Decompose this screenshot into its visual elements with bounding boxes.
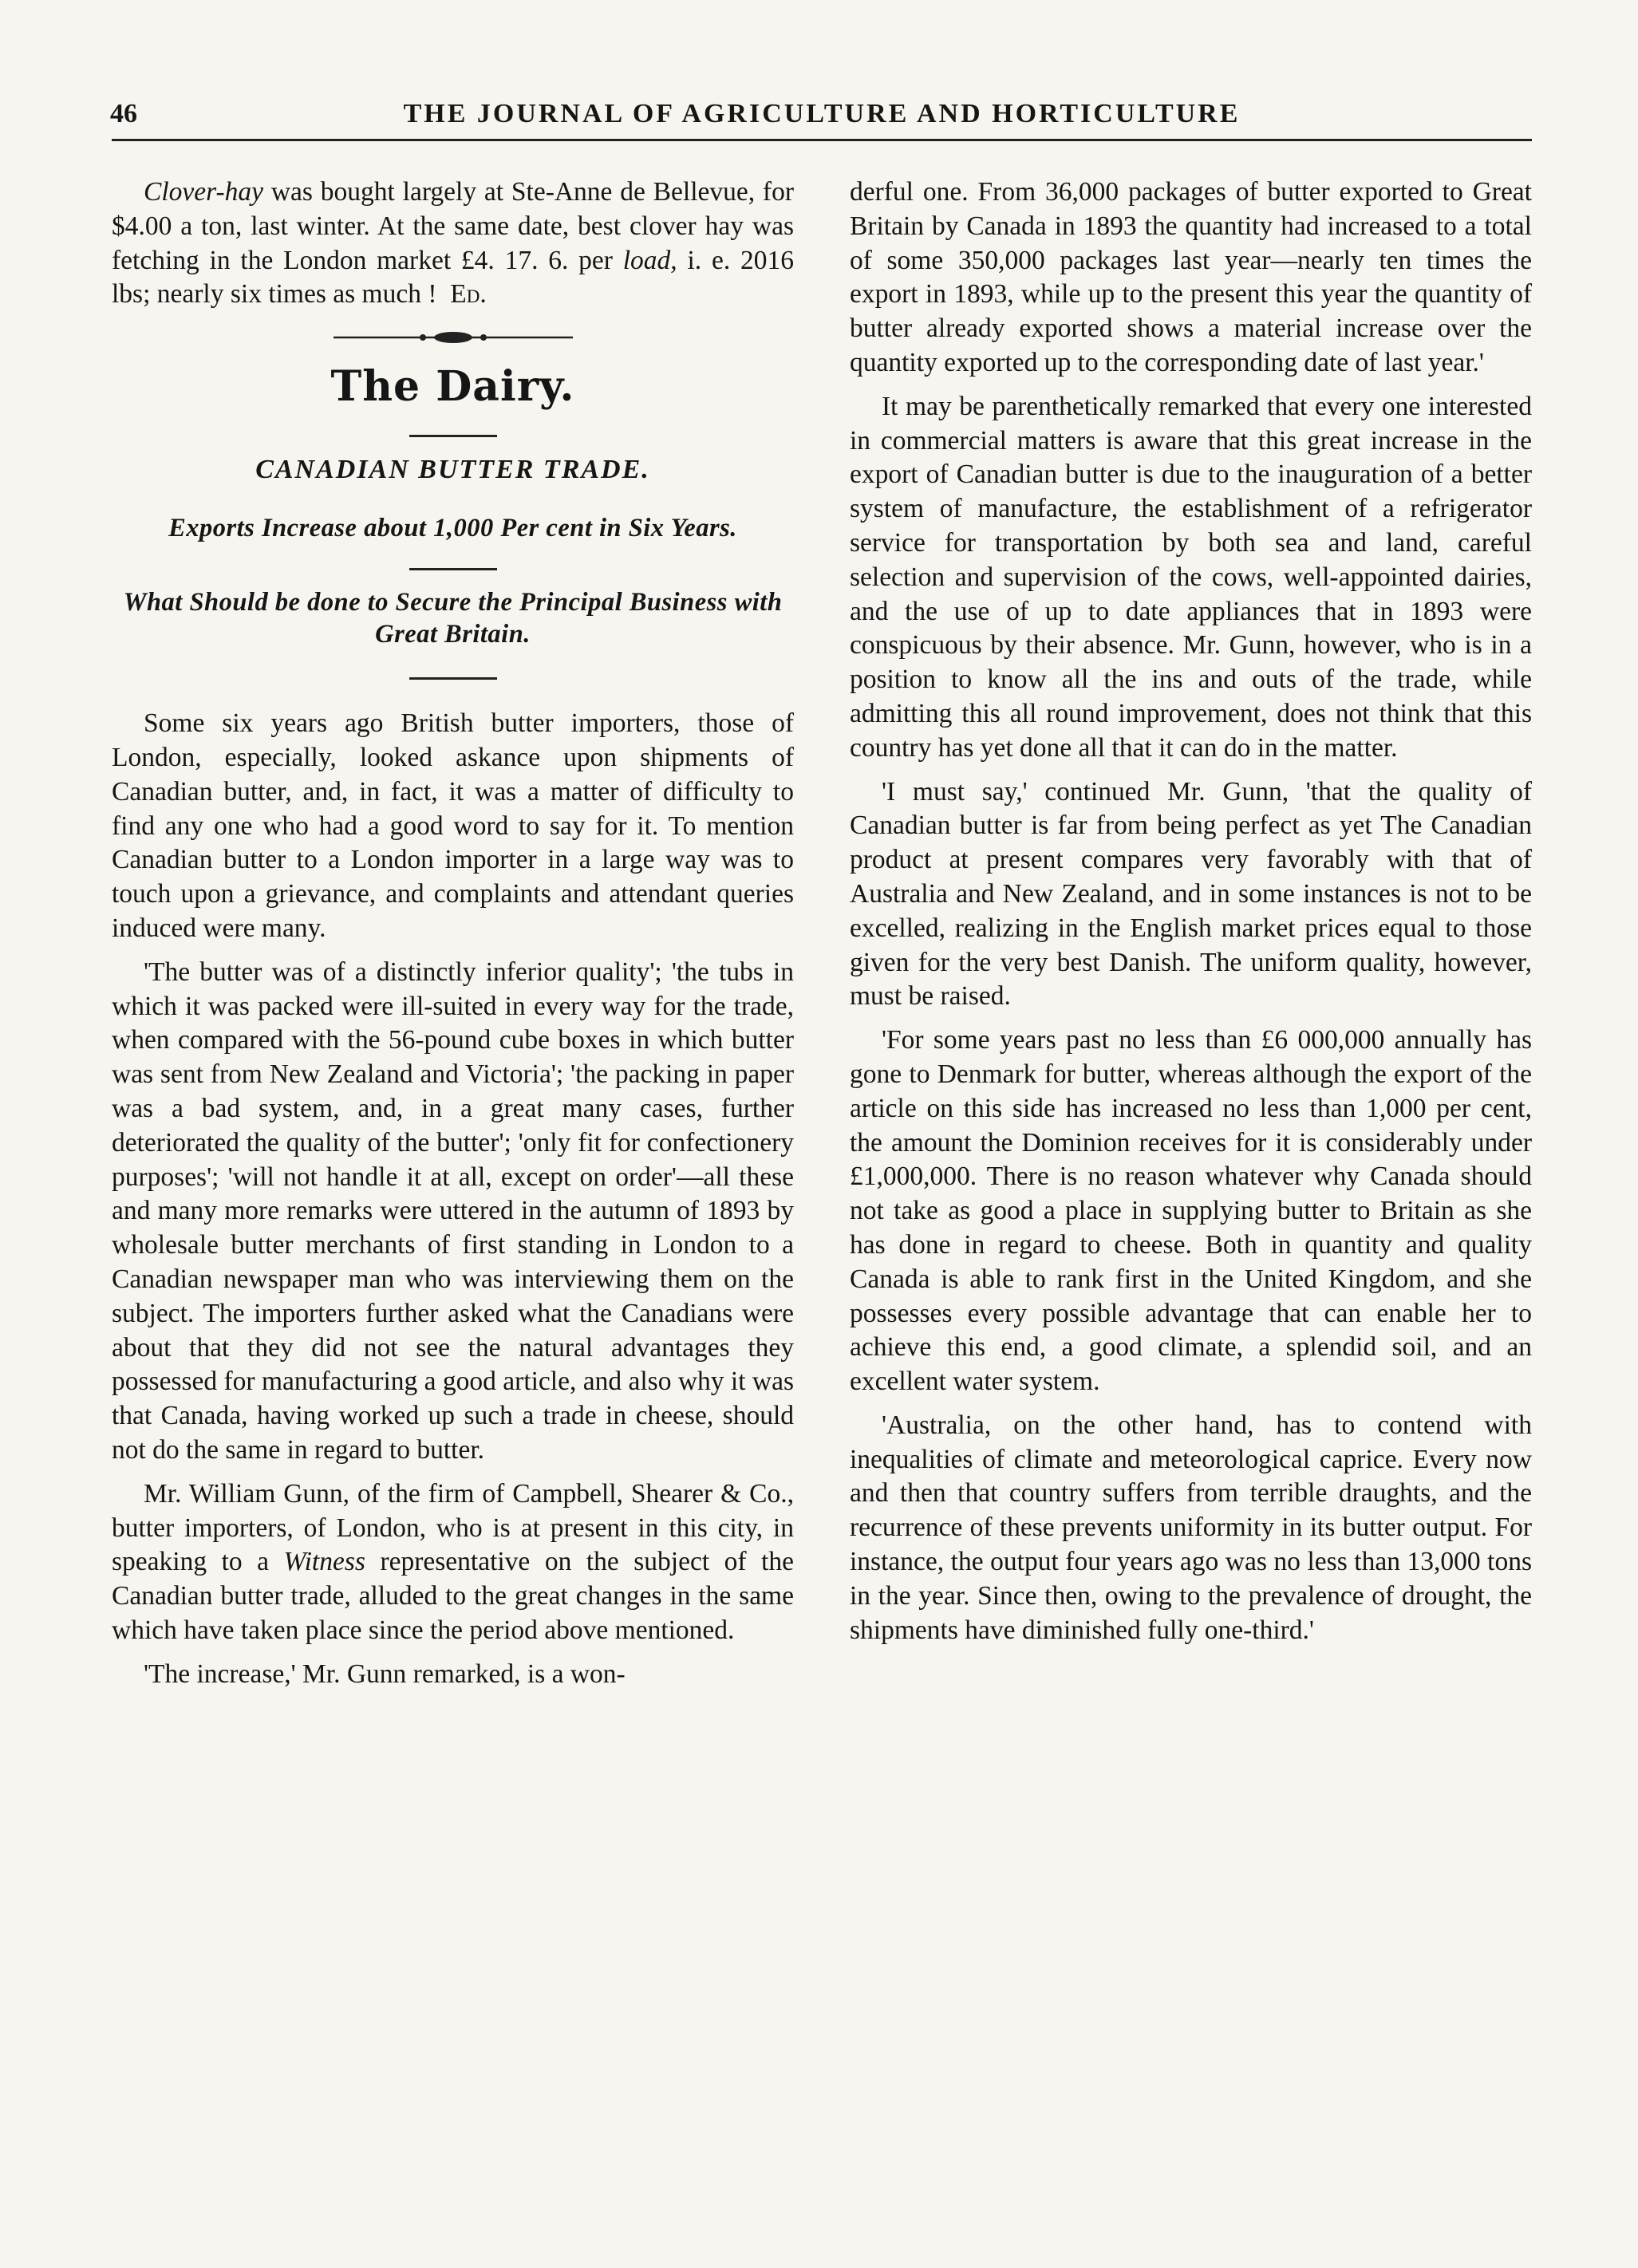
witness-newspaper-name: Witness [283,1547,365,1577]
ornamental-rule [334,329,573,345]
article-subhead-business: What Should be done to Secure the Principal Business with Great Britain. [123,588,783,649]
editor-note-load: load, [622,245,677,275]
section-title: The Dairy. [330,362,575,412]
journal-title: THE JOURNAL OF AGRICULTURE AND HORTICULTURE [403,99,1241,128]
left-column [112,176,794,1702]
article-paragraph-continued: derful one. From 36,000 packages of butter exported to Great Britain by Canada in 1893 the quantity had increased to a total of some 350,000 packages last year—nearly ten times the export in 1893, while up to the present this year the quantity of butter already exported shows a material increase over the quantity exported up to the corresponding date of last year.' [850,177,1532,377]
running-head [112,88,1532,141]
article-text: Mr. William Gunn, of the firm of Campbell, Shearer & Co., butter importers, of London, who is at present in this city, in speaking to a [112,1478,794,1577]
article-paragraph: 'I must say,' continued Mr. Gunn, 'that the quality of Canadian butter is far from being perfect as yet The Canadian product at present compares very favorably with that of Australia and New Zealand, and in some instances is not to be excelled, realizing in the English market prices equal to those given for the very best Danish. The uniform quality, however, must be raised. [850,776,1532,1012]
page-number: 46 [110,99,137,128]
article-paragraph: 'The increase,' Mr. Gunn remarked, is a won- [144,1659,626,1689]
divider-rule [409,677,497,680]
article-subhead-exports: Exports Increase about 1,000 Per cent in Six Years. [168,514,737,543]
article-paragraph [112,1477,794,1648]
divider-rule [409,435,497,437]
editor-note-lead: Clover-hay [144,177,264,207]
editor-note [112,176,794,312]
article-paragraph: 'For some years past no less than £6 000,000 annually has gone to Denmark for butter, whereas although the export of the article on this side has increased no less than 1,000 per cent, the amount the Dominion receives for it is considerably under £1,000,000. There is no reason whatever why Canada should not take as good a place in supplying butter to Britain as she has done in regard to cheese. Both in quantity and quality Canada is able to rank first in the United Kingdom, and she possesses every possible advantage that can enable her to achieve this end, a good climate, a splendid soil, and an excellent water system. [850,1025,1532,1397]
journal-page [112,88,1532,2202]
article-text: representative on the subject of the Canadian butter trade, alluded to the great changes in the same which have taken place since the period above mentioned. [112,1547,795,1645]
article-paragraph: 'The butter was of a distinctly inferior quality'; 'the tubs in which it was packed were ill-suited in every way for the trade, when compared with the 56-pound cube boxes in which butter was sent from New Zealand and Victoria'; 'the packing in paper was a bad system, and, in a great many cases, further deteriorated the quality of the butter'; 'only fit for confectionery purposes'; 'will not handle it at all, except on order'—all these and many more remarks were uttered in the autumn of 1893 by wholesale butter merchants of first standing in London to a Canadian newspaper man who was interviewing them on the subject. The importers further asked what the Canadians were about that they did not see the natural advantages they possessed for manufacturing a good article, and also why it was that Canada, having worked up such a trade in cheese, should not do the same in regard to butter. [112,957,794,1465]
editor-note-body: was bought largely at Ste-Anne de Bellevue, for $4.00 a ton, last winter. At the same date, best clover hay was fetching in the London market £4. 17. 6. per [112,177,794,275]
editor-signature: Ed. [450,279,487,310]
article-columns [112,176,1532,1702]
right-column [850,176,1532,1702]
editor-note-tail: i. e. 2016 lbs; nearly six times as much ! [112,245,794,310]
article-paragraph: 'Australia, on the other hand, has to contend with inequalities of climate and meteorological caprice. Every now and then that country suffers from terrible draughts, and the recurrence of these prevents uniformity in its butter output. For instance, the output four years ago was no less than 13,000 tons in the year. Since then, owing to the prevalence of drought, the shipments have diminished fully one-third.' [850,1410,1532,1645]
article-paragraph: Some six years ago British butter importers, those of London, especially, looked askance upon shipments of Canadian butter, and, in fact, it was a matter of difficulty to find any one who had a good word to say for it. To mention Canadian butter to a London importer in a large way was to touch upon a grievance, and complaints and attendant queries induced were many. [112,708,794,943]
article-paragraph: It may be parenthetically remarked that every one interested in commercial matters is aware that this great increase in the export of Canadian butter is due to the inauguration of a better system of manufacture, the establishment of a refrigerator service for transportation by both sea and land, careful selection and supervision of the cows, well-appointed dairies, and the use of up to date appliances that in 1893 were conspicuous by their absence. Mr. Gunn, however, who is in a position to know all the ins and outs of the trade, while admitting this all round improvement, does not think that this country has yet done all that it can do in the matter. [850,391,1532,763]
article-headline: CANADIAN BUTTER TRADE. [255,455,650,485]
divider-rule [409,568,497,570]
